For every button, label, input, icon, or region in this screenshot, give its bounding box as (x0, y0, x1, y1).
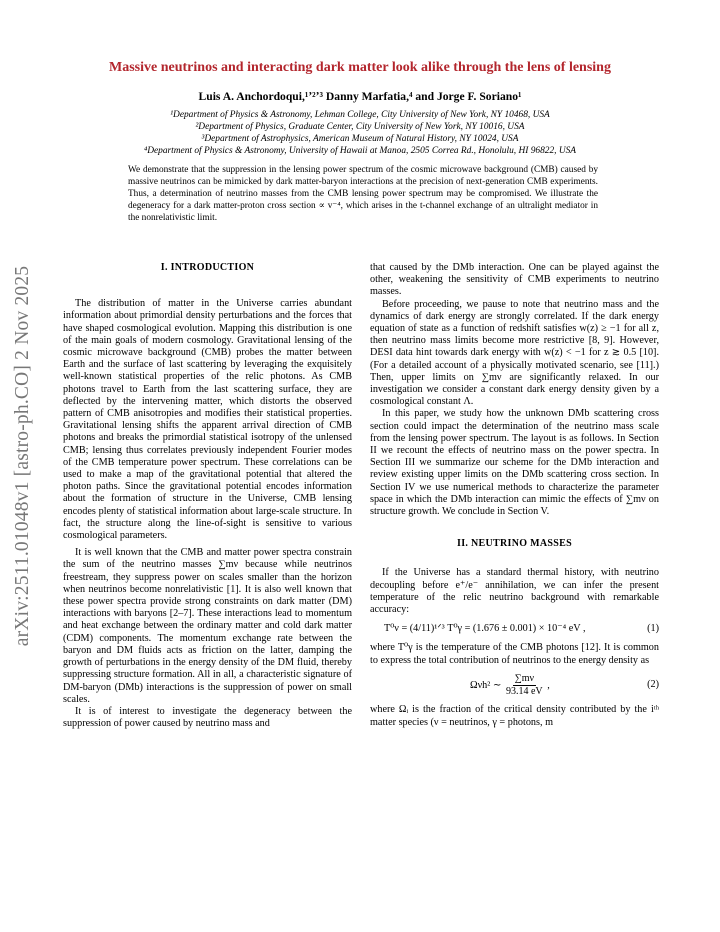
arxiv-sidebar-stamp (3, 232, 43, 680)
neutrino-paragraph-3: where Ωᵢ is the fraction of the critical density contributed by the iᵗʰ matter species (ν = neutrinos, γ = photons, m (370, 704, 659, 728)
intro-paragraph-1: The distribution of matter in the Universe carries abundant information about primordial density perturbations and the forces that have shaped cosmological evolution. Mapping this distribution is one of the main goals of modern cosmology. Gravitational lensing of the cosmic microwave background (CMB) probes the matter between Earth and the surface of last scattering by leveraging the exquisitely well-known statistical properties of the relic photons. As CMB photons travel to Earth from the last scattering surface, they are deflected by the intervening matter, which distorts the observed pattern of CMB anisotropies and modifies their statistical properties. Gravitational lensing shifts the apparent arrival direction of CMB photons and breaks the primordial statistical isotropy of the unlensed CMB; lensing thus correlates previously independent Fourier modes of the CMB temperature power spectrum. These correlations can be used to make a map of the gravitational potential that altered the photon paths. Since the gravitational potential encodes information about the formation of structure in the Universe, CMB lensing encodes plenty of statistical information about large-scale structure. In fact, the structure along the line-of-sight is sensitive to various cosmological parameters. (63, 298, 352, 542)
equation-1-body: T⁰ν = (4/11)¹ᐟ³ T⁰γ = (1.676 ± 0.001) × 10⁻⁴ eV , (384, 623, 586, 635)
affiliation-3: ³Department of Astrophysics, American Museum of Natural History, NY 10024, USA (201, 134, 519, 144)
equation-2-lhs: Ωνh² ∼ (470, 679, 502, 691)
right-paragraph-1: that caused by the DMb interaction. One can be played against the other, weakening the sensitivity of CMB experiments to neutrino masses. (370, 262, 659, 298)
left-column (63, 262, 352, 730)
equation-2-numerator: ∑mν (513, 673, 536, 686)
section-heading-introduction: I. INTRODUCTION (160, 262, 255, 273)
affiliation-4: ⁴Department of Physics & Astronomy, University of Hawaii at Manoa, 2505 Correa Rd., Honolulu, HI 96822, USA (143, 146, 577, 156)
equation-2-fraction (504, 673, 545, 698)
section-heading-neutrino-masses: II. NEUTRINO MASSES (457, 538, 572, 550)
neutrino-paragraph-2: where T⁰γ is the temperature of the CMB photons [12]. It is common to express the total contribution of neutrinos to the energy density as (370, 642, 659, 666)
equation-1-number: (1) (647, 623, 659, 635)
intro-paragraph-3: It is of interest to investigate the degeneracy between the suppression of power caused by neutrino mass and (63, 705, 352, 730)
equation-2-tail: , (547, 679, 550, 691)
author-list: Luis A. Anchordoqui,¹ʼ²ʼ³ Danny Marfatia,⁴ and Jorge F. Soriano¹ (198, 90, 522, 103)
equation-2-denominator: 93.14 eV (505, 686, 543, 698)
affiliation-1: ¹Department of Physics & Astronomy, Lehman College, City University of New York, NY 10468, USA (170, 110, 550, 120)
equation-1 (384, 623, 659, 635)
affiliation-2: ²Department of Physics, Graduate Center, City University of New York, NY 10016, USA (195, 122, 525, 132)
equation-2 (470, 673, 659, 698)
intro-paragraph-2: It is well known that the CMB and matter power spectra constrain the sum of the neutrino masses ∑mν because while neutrinos freestream, they suppress power on scales smaller than the horizon when neutrinos become nonrelativistic [1]. It is also well known that these power spectra provide strong constraints on dark matter (DM) interactions with baryons [2–7]. These interactions lead to momentum and heat exchange between the ordinary matter and cold dark matter (CDM) components. The momentum exchange rate between the baryon and DM fluids acts as friction on the latter, damping the growth of perturbations in the energy density of the DM fluid, thereby suppressing structure formation. All in all, a characteristic signature of DM-baryon (DMb) interactions is the suppression of power on small scales. (63, 547, 352, 705)
arxiv-identifier: arXiv:2511.01048v1 [astro-ph.CO] 2 Nov 2025 (12, 265, 33, 647)
equation-2-body (470, 673, 550, 698)
right-paragraph-2: Before proceeding, we pause to note that neutrino mass and the dynamics of dark energy are strongly correlated. If the dark energy equation of state as a function of redshift satisfies w(z) ≥ −1 for all z, then neutrino mass limits become more restrictive [8, 9]. However, DESI data hint towards dark energy with w(z) < −1 for z ≳ 0.5 [10]. (For a detailed account of a physically motivated scenario, see [11].) Then, upper limits on ∑mν are significantly relaxed. In our investigation we consider a constant dark energy density given by a cosmological constant Λ. (370, 298, 659, 408)
right-column (370, 262, 659, 729)
neutrino-paragraph-1: If the Universe has a standard thermal history, with neutrino decoupling before e⁺/e⁻ annihilation, we can infer the present temperature of the relic neutrino background with remarkable accuracy: (370, 567, 659, 616)
right-paragraph-3: In this paper, we study how the unknown DMb scattering cross section could impact the determination of the neutrino mass scale from the lensing power spectrum. The layout is as follows. In Section II we recount the effects of neutrino mass on the power spectra. In Section III we summarize our scheme for the DMb interaction and review existing upper limits on the DMb scattering cross section. In Section IV we use numerical methods to characterize the parameter space in which the DMb interaction can mimic the effects of ∑mν on structure growth. We conclude in Section V. (370, 408, 659, 518)
equation-2-number: (2) (647, 679, 659, 691)
abstract: We demonstrate that the suppression in the lensing power spectrum of the cosmic microwave background (CMB) caused by massive neutrinos can be mimicked by dark matter-baryon interactions at the precision of next-generation CMB experiments. Thus, a determination of neutrino masses from the CMB lensing power spectrum may be compromised. We illustrate the degeneracy for a dark matter-proton cross section ∝ v⁻⁴, which arises in the t-channel exchange of an ultralight mediator in the nonrelativistic limit. (128, 165, 598, 223)
paper-title: Massive neutrinos and interacting dark matter look alike through the lens of lensing (109, 60, 611, 75)
